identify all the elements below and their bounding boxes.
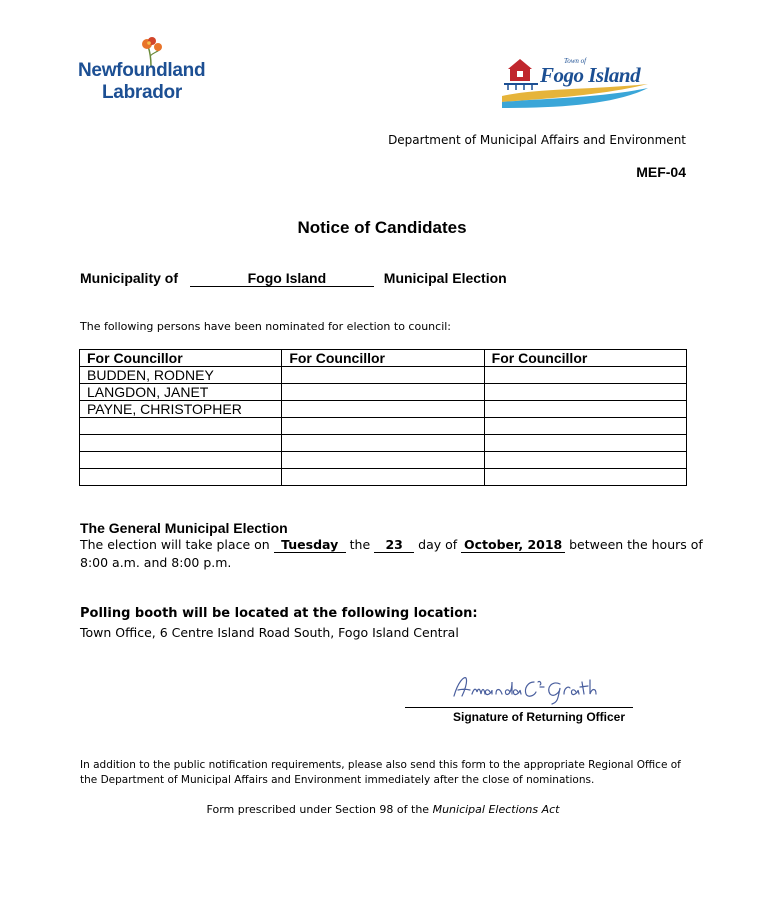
- election-text-1: The election will take place on: [80, 537, 270, 552]
- table-cell: [282, 418, 484, 435]
- election-day-name: Tuesday: [274, 537, 346, 553]
- table-row: [80, 401, 687, 418]
- table-cell: [282, 401, 484, 418]
- column-header: For Councillor: [282, 350, 484, 367]
- nl-logo-line2: Labrador: [102, 82, 182, 103]
- municipality-prefix: Municipality of: [80, 270, 178, 286]
- column-header: For Councillor: [80, 350, 282, 367]
- table-row: [80, 452, 687, 469]
- signature-label: Signature of Returning Officer: [453, 710, 626, 724]
- polling-heading: Polling booth will be located at the following location:: [80, 606, 478, 621]
- table-row: [80, 418, 687, 435]
- page-title: Notice of Candidates: [297, 218, 467, 237]
- notice-line-2: the Department of Municipal Affairs and Environment immediately after the close of nominations.: [80, 774, 595, 786]
- nl-logo-line1: Newfoundland: [78, 60, 206, 81]
- table-row: [80, 469, 687, 486]
- notice-line-1: In addition to the public notification requirements, please also send this form to the appropriate Regional Office of: [80, 759, 681, 771]
- election-text-3: day of: [418, 537, 458, 552]
- general-election-heading: The General Municipal Election: [80, 520, 288, 536]
- municipality-suffix: Municipal Election: [383, 270, 507, 286]
- table-cell: LANGDON, JANET: [80, 384, 282, 401]
- table-cell: [484, 435, 686, 452]
- signature-line: [405, 707, 633, 708]
- nl-logo: [76, 36, 208, 104]
- nominated-text: The following persons have been nominated for election to council:: [80, 320, 452, 333]
- polling-location: Town Office, 6 Centre Island Road South, Fogo Island Central: [80, 625, 459, 640]
- table-row: [80, 367, 687, 384]
- form-number: MEF-04: [636, 164, 686, 180]
- prescribed-prefix: Form prescribed under Section 98 of the: [206, 803, 430, 816]
- table-cell: [484, 418, 686, 435]
- table-cell: [80, 418, 282, 435]
- table-cell: [282, 384, 484, 401]
- election-text-2: the: [349, 537, 371, 552]
- election-month-year: October, 2018: [461, 537, 565, 553]
- table-cell: [282, 452, 484, 469]
- candidates-table: [79, 349, 687, 486]
- table-cell: [484, 469, 686, 486]
- fogo-logo-name: Fogo Island: [540, 63, 641, 87]
- fogo-logo-town-of: Town of: [564, 57, 587, 65]
- table-cell: BUDDEN, RODNEY: [80, 367, 282, 384]
- department-name: Department of Municipal Affairs and Environment: [388, 133, 686, 147]
- municipality-name: Fogo Island: [190, 270, 374, 287]
- table-cell: [282, 469, 484, 486]
- act-name: Municipal Elections Act: [432, 803, 560, 816]
- table-row: [80, 435, 687, 452]
- table-row: [80, 384, 687, 401]
- election-hours: 8:00 a.m. and 8:00 p.m.: [80, 555, 232, 570]
- table-cell: [484, 384, 686, 401]
- election-text-4: between the hours of: [569, 537, 703, 552]
- table-cell: [80, 435, 282, 452]
- table-cell: [282, 435, 484, 452]
- table-cell: [80, 452, 282, 469]
- municipality-line: [80, 270, 507, 287]
- table-cell: [484, 452, 686, 469]
- fogo-island-logo: [498, 54, 654, 114]
- table-cell: [80, 469, 282, 486]
- table-header-row: [80, 350, 687, 367]
- handwritten-signature: [448, 672, 598, 706]
- prescribed-footer: [0, 803, 766, 816]
- table-cell: PAYNE, CHRISTOPHER: [80, 401, 282, 418]
- election-day-number: 23: [374, 537, 414, 553]
- column-header: For Councillor: [484, 350, 686, 367]
- election-date-line: [80, 537, 703, 553]
- table-cell: [282, 367, 484, 384]
- table-cell: [484, 401, 686, 418]
- table-cell: [484, 367, 686, 384]
